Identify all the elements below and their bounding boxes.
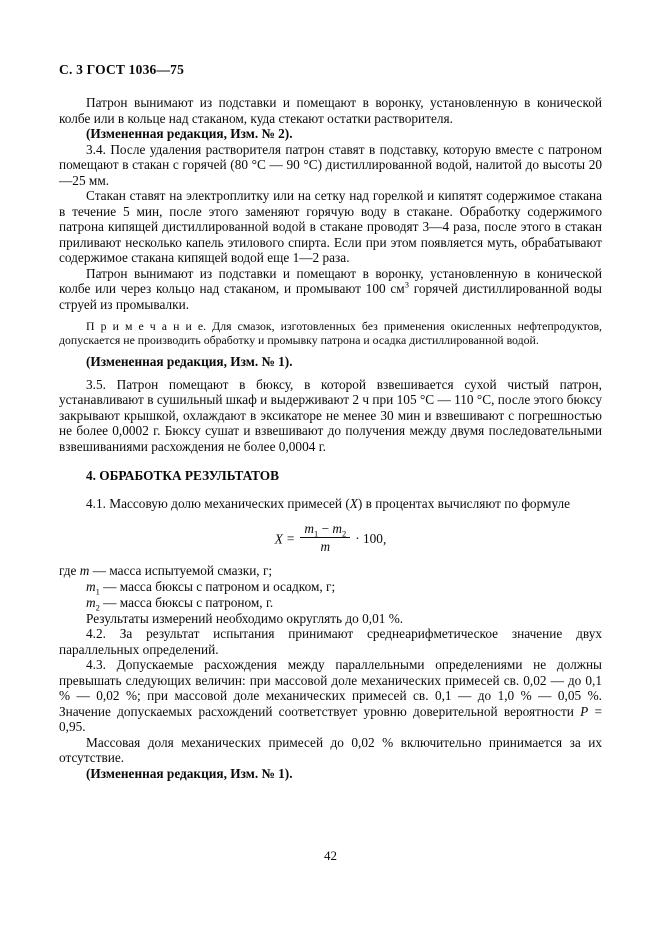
note-text: Для смазок, изготовленных без применения окисленных нефтепродуктов, допускается не производить обработку и промывку патрона и осадка дистиллированной водой. [59,319,602,347]
para-4-3-text-end: = 0,95. [59,703,602,735]
formula-comma: , [382,531,387,547]
para-boiling: Стакан ставят на электроплитку или на сетку над горелкой и кипятят содержимое стакана в течение 5 мин, после этого заменяют горячую воду в стакане. Обработку содержимого патрона кипящей дистиллированной водой в стакане проводят 3—4 раза, после этого в стакан приливают несколько капель этилового спирта. Если при этом появляется муть, обрабатывают содержимое стакана кипящей водой еще 1—2 раза. [59,188,602,265]
variable-m1: m [86,578,96,594]
where-line-m1 [59,579,602,595]
para-4-3-text-start: 4.3. Допускаемые расхождения между параллельными определениями не должны превышать следующих величин: при массовой доле механических примесей св. 0,02 — до 0,1 % — 0,02 %; при массовой доле механических примесей св. 0,1 — до 1,0 % — 0,05 %. Значение допускаемых расхождений соответствует уровню доверительной вероятности [59,657,602,719]
page-header: С. 3 ГОСТ 1036—75 [59,62,185,77]
fraction-denominator: m [320,539,331,555]
para-washing-text-end: горячей дистиллированной воды струей из промывалки. [59,281,602,312]
numerator-m2: m [332,521,342,536]
where-m2-text: — масса бюксы с патроном, г. [99,594,274,610]
para-washing-text-start: Патрон вынимают из подставки и помещают в воронку, установленную в конической колбе или через кольцо над стаканом, и промывают 100 см [59,265,602,296]
para-absence: Массовая доля механических примесей до 0,02 % включительно принимается за их отсутствие. [59,734,602,766]
formula-equals: = [286,531,295,547]
formula-4-1 [59,521,602,555]
note-block [59,319,602,347]
para-4-3 [59,657,602,735]
numerator-m1: m [304,521,314,536]
para-3-5: 3.5. Патрон помещают в бюксу, в которой взвешивается сухой чистый патрон, устанавливают в сушильный шкаф и выдерживают 2 ч при 105 °С — 110 °С, после этого бюксу закрывают крышкой, охлаждают в эксикаторе не менее 30 мин и взвешивают с погрешностью не более 0,0002 г. Бюксу сушат и взвешивают до получения между двумя последовательными взвешиваниями расхождения не более 0,0004 г. [59,376,602,454]
variable-m2-subscript: 2 [95,602,100,613]
formula-factor: · 100 [355,531,383,547]
variable-m2: m [86,594,96,610]
where-line-m [59,563,602,579]
where-lead: где [59,562,80,578]
formula-fraction [300,521,350,555]
para-washing [59,266,602,313]
where-m-text: — масса испытуемой смазки, г; [89,562,273,578]
amendment-note-1: (Измененная редакция, Изм. № 1). [86,354,293,369]
para-solvent-funnel: Патрон вынимают из подставки и помещают в воронку, установленную в конической колбе или в кольце над стаканом, куда стекают остатки растворителя. [59,95,602,126]
para-3-4: 3.4. После удаления растворителя патрон ставят в подставку, которую вместе с патроном помещают в стакан с горячей (80 °С — 90 °С) дистиллированной водой, налитой до высоты 20—25 мм. [59,141,602,188]
para-4-1-text-end: ) в процентах вычисляют по формуле [357,495,571,511]
numerator-m2-subscript: 2 [341,528,347,539]
variable-x: X [349,495,358,511]
numerator-minus: − [318,521,333,536]
variable-p: P [580,703,589,719]
page-number: 42 [324,848,337,863]
numerator-m1-subscript: 1 [313,528,319,539]
para-4-2: 4.2. За результат испытания принимают среднеарифметическое значение двух параллельных определений. [59,626,602,657]
variable-m: m [79,562,90,578]
where-line-m2 [59,595,602,611]
fraction-numerator [300,521,350,538]
section-4-heading: 4. ОБРАБОТКА РЕЗУЛЬТАТОВ [86,468,280,483]
para-rounding: Результаты измерений необходимо округлять до 0,01 %. [86,610,404,626]
page-content [59,62,602,781]
where-m1-text: — масса бюксы с патроном и осадком, г; [99,578,336,594]
formula-lhs: X [274,531,283,547]
note-label: П р и м е ч а н и е. [86,319,207,333]
variable-m1-subscript: 1 [95,586,100,597]
para-4-1-text-start: 4.1. Массовую долю механических примесей ( [86,495,350,511]
cubic-superscript: 3 [404,279,409,290]
amendment-note-2: (Измененная редакция, Изм. № 2). [86,126,293,141]
amendment-note-1-final: (Измененная редакция, Изм. № 1). [86,765,293,781]
where-list [59,563,602,611]
para-4-1 [59,496,602,512]
